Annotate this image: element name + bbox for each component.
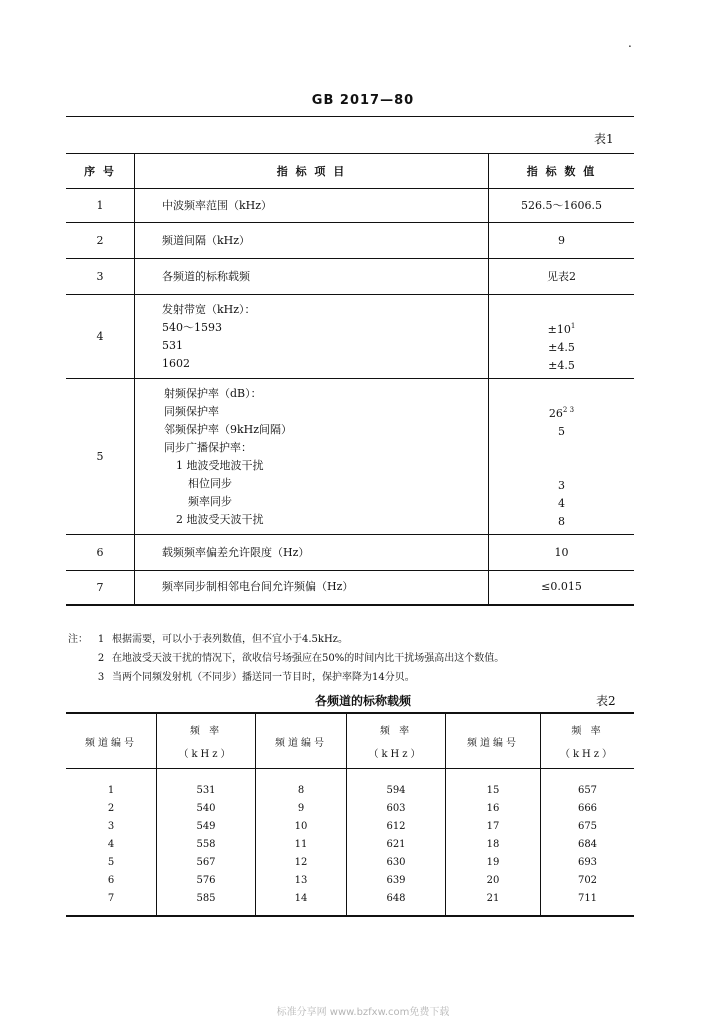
item-line: 中波频率范围（kHz） (162, 198, 273, 212)
table-row (66, 799, 634, 817)
table-row (66, 259, 634, 295)
header-freq (541, 713, 635, 769)
header-channel: 频道编号 (256, 713, 347, 769)
table-row (66, 379, 634, 535)
table2 (66, 712, 634, 917)
table2-header-row (66, 713, 634, 769)
value-line (489, 513, 634, 531)
value-text: 3 (558, 478, 565, 492)
value-text: ≤0.015 (541, 580, 582, 594)
row-value (489, 379, 635, 535)
row-value (489, 571, 635, 605)
value-text: ±4.5 (548, 358, 575, 372)
note-number: 3 (97, 672, 105, 683)
table-row (66, 889, 634, 916)
row-item (135, 259, 489, 295)
channel-number: 10 (256, 817, 347, 835)
table1 (66, 153, 634, 606)
frequency-value: 612 (347, 817, 446, 835)
header-freq-label: 频 率 (379, 726, 413, 737)
header-freq-unit: （kHz） (178, 749, 234, 760)
table-row (66, 223, 634, 259)
header-channel: 频道编号 (446, 713, 541, 769)
note-text: 在地波受天波干扰的情况下，欲收信号场强应在50%的时间内比干扰场强高出这个数值。 (112, 653, 505, 664)
table2-title: 各频道的标称载频 (314, 694, 411, 708)
frequency-value: 639 (347, 871, 446, 889)
note-text: 根据需要，可以小于表列数值，但不宜小于4.5kHz。 (112, 634, 348, 645)
row-value (489, 295, 635, 379)
frequency-value: 630 (347, 853, 446, 871)
channel-number: 2 (107, 802, 115, 814)
value-line (489, 423, 634, 441)
channel-number: 18 (446, 835, 541, 853)
row-number: 2 (66, 223, 135, 259)
channel-number: 15 (446, 769, 541, 800)
note-item (68, 630, 648, 649)
frequency-value: 684 (541, 835, 635, 853)
row-value (489, 259, 635, 295)
row-number: 4 (66, 295, 135, 379)
note-number: 2 (97, 653, 105, 664)
frequency-value: 540 (157, 799, 256, 817)
frequency-value: 576 (157, 871, 256, 889)
channel-number: 20 (446, 871, 541, 889)
table-row (66, 817, 634, 835)
table-row (66, 871, 634, 889)
row-number: 6 (66, 535, 135, 571)
item-line: 2 地波受天波干扰 (176, 512, 264, 526)
item-line: 各频道的标称载频 (162, 269, 250, 283)
value-line (489, 232, 634, 250)
frequency-value: 675 (541, 817, 635, 835)
item-line: 发射带宽（kHz）： (162, 302, 256, 316)
channel-number: 5 (107, 856, 115, 868)
value-text: 见表2 (547, 269, 576, 283)
value-text: 26 (548, 406, 563, 420)
item-line: 1 地波受地波干扰 (176, 458, 264, 472)
header-rule (66, 116, 634, 117)
table-row (66, 535, 634, 571)
value-line (489, 268, 634, 286)
row-number: 3 (66, 259, 135, 295)
row-value (489, 189, 635, 223)
value-line (489, 459, 634, 477)
value-line (489, 317, 634, 339)
channel-number: 1 (107, 784, 115, 796)
channel-number: 17 (446, 817, 541, 835)
table2-label: 表2 (596, 694, 616, 708)
item-line: 540～1593 (162, 320, 222, 334)
frequency-value: 594 (347, 769, 446, 800)
channel-number: 8 (256, 769, 347, 800)
channel-number: 16 (446, 799, 541, 817)
table-row (66, 571, 634, 605)
value-text: 8 (558, 514, 565, 528)
frequency-value: 666 (541, 799, 635, 817)
value-text: 5 (558, 424, 565, 438)
channel-number: 14 (256, 889, 347, 916)
frequency-value: 558 (157, 835, 256, 853)
item-line: 同频保护率 (164, 404, 219, 418)
header-freq-label: 频 率 (571, 726, 604, 737)
value-text: 9 (558, 233, 565, 247)
header-freq (347, 713, 446, 769)
row-number: 7 (66, 571, 135, 605)
frequency-value: 693 (541, 853, 635, 871)
channel-number: 21 (446, 889, 541, 916)
note-text: 当两个同频发射机（不同步）播送同一节目时，保护率降为14分贝。 (112, 672, 415, 683)
frequency-value: 702 (541, 871, 635, 889)
notes (68, 630, 648, 687)
row-item (135, 223, 489, 259)
table-row (66, 835, 634, 853)
table1-header-row (66, 154, 634, 189)
value-line (489, 401, 634, 423)
note-ref: 1 (570, 321, 576, 330)
frequency-value: 621 (347, 835, 446, 853)
frequency-value: 531 (157, 769, 256, 800)
table1-label: 表1 (594, 132, 614, 146)
item-line: 频率同步 (188, 494, 232, 508)
note-ref: 2 3 (562, 405, 575, 414)
value-text: ±4.5 (548, 340, 575, 354)
item-line: 频率同步制相邻电台间允许频偏（Hz） (162, 580, 354, 594)
channel-number: 7 (66, 889, 157, 916)
note-label (68, 668, 90, 687)
channel-number: 11 (256, 835, 347, 853)
header-freq (157, 713, 256, 769)
table-row (66, 853, 634, 871)
frequency-value: 549 (157, 817, 256, 835)
row-number: 1 (66, 189, 135, 223)
channel-number: 9 (256, 799, 347, 817)
row-item (135, 189, 489, 223)
value-text: 10 (554, 545, 569, 559)
note-label: 注： (68, 634, 88, 645)
channel-number: 12 (256, 853, 347, 871)
item-line: 同步广播保护率： (164, 440, 252, 454)
item-line: 1602 (162, 356, 190, 370)
note-item (68, 668, 648, 687)
row-number: 5 (66, 379, 135, 535)
header-freq-label: 频 率 (189, 726, 223, 737)
item-line: 邻频保护率（9kHz间隔） (164, 422, 293, 436)
value-line (489, 578, 634, 596)
header-channel: 频道编号 (66, 713, 157, 769)
value-line (489, 383, 634, 401)
value-text: 4 (558, 496, 565, 510)
channel-number: 13 (256, 871, 347, 889)
watermark: 标准分享网 www.bzfxw.com免费下载 (276, 1007, 450, 1018)
row-item (135, 379, 489, 535)
frequency-value: 585 (157, 889, 256, 916)
value-line (489, 477, 634, 495)
table-row (66, 189, 634, 223)
header-item: 指 标 项 目 (135, 154, 489, 189)
note-label (68, 649, 90, 668)
frequency-value: 567 (157, 853, 256, 871)
row-item (135, 295, 489, 379)
item-line: 频道间隔（kHz） (162, 233, 251, 247)
channel-number: 3 (107, 820, 115, 832)
row-value (489, 223, 635, 259)
corner-mark: . (628, 36, 632, 50)
value-line (489, 197, 634, 215)
frequency-value: 657 (541, 769, 635, 800)
row-item (135, 571, 489, 605)
frequency-value: 648 (347, 889, 446, 916)
value-text: ±10 (547, 322, 571, 336)
header-freq-unit: （kHz） (368, 749, 424, 760)
value-line (489, 544, 634, 562)
item-line: 载频频率偏差允许限度（Hz） (162, 545, 310, 559)
frequency-value: 603 (347, 799, 446, 817)
item-line: 相位同步 (188, 476, 232, 490)
value-line (489, 441, 634, 459)
header-no: 序 号 (66, 154, 135, 189)
value-line (489, 357, 634, 375)
note-number: 1 (97, 634, 105, 645)
header-value: 指 标 数 值 (489, 154, 635, 189)
item-line: 射频保护率（dB）： (164, 386, 262, 400)
table-row (66, 769, 634, 800)
standard-code: GB 2017—80 (311, 93, 415, 108)
value-line (489, 495, 634, 513)
channel-number: 19 (446, 853, 541, 871)
value-line (489, 299, 634, 317)
item-line: 531 (162, 338, 183, 352)
channel-number: 6 (107, 874, 115, 886)
channel-number: 4 (107, 838, 115, 850)
header-freq-unit: （kHz） (559, 749, 616, 760)
note-item (68, 649, 648, 668)
table-row (66, 295, 634, 379)
frequency-value: 711 (541, 889, 635, 916)
value-line (489, 339, 634, 357)
row-value (489, 535, 635, 571)
value-text: 526.5～1606.5 (521, 198, 602, 212)
row-item (135, 535, 489, 571)
